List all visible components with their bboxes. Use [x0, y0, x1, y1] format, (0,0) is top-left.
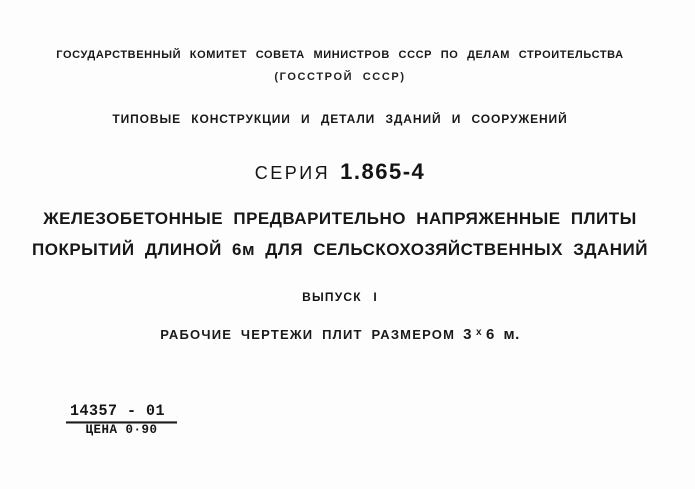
document-title-line-1: ЖЕЛЕЗОБЕТОННЫЕ ПРЕДВАРИТЕЛЬНО НАПРЯЖЕННЫЕ ПЛИТЫ: [43, 209, 637, 228]
stamp-price: ЦЕНА 0·90: [85, 422, 158, 438]
series-number: 1.865-4: [340, 159, 426, 184]
dimension-width: 3: [463, 326, 472, 343]
dimension-length: 6 м.: [486, 326, 520, 343]
subtitle-text: РАБОЧИЕ ЧЕРТЕЖИ ПЛИТ РАЗМЕРОМ: [160, 327, 456, 342]
price-stamp: [66, 402, 177, 437]
multiply-sign: х: [475, 327, 483, 338]
plate-dimensions: [463, 326, 520, 343]
committee-name: ГОСУДАРСТВЕННЫЙ КОМИТЕТ СОВЕТА МИНИСТРОВ СССР ПО ДЕЛАМ СТРОИТЕЛЬСТВА: [56, 49, 624, 61]
series-line: [10, 159, 670, 185]
stamp-code: 14357 - 01: [66, 403, 177, 424]
subtitle-line: [10, 326, 670, 343]
collection-title: ТИПОВЫЕ КОНСТРУКЦИИ И ДЕТАЛИ ЗДАНИЙ И СООРУЖЕНИЙ: [112, 112, 568, 126]
series-label: СЕРИЯ: [254, 163, 331, 183]
issue-number: ВЫПУСК I: [302, 290, 378, 304]
committee-abbreviation: (ГОССТРОЙ СССР): [274, 71, 406, 83]
document-title-line-2: ПОКРЫТИЙ ДЛИНОЙ 6м ДЛЯ СЕЛЬСКОХОЗЯЙСТВЕННЫХ ЗДАНИЙ: [32, 240, 648, 259]
